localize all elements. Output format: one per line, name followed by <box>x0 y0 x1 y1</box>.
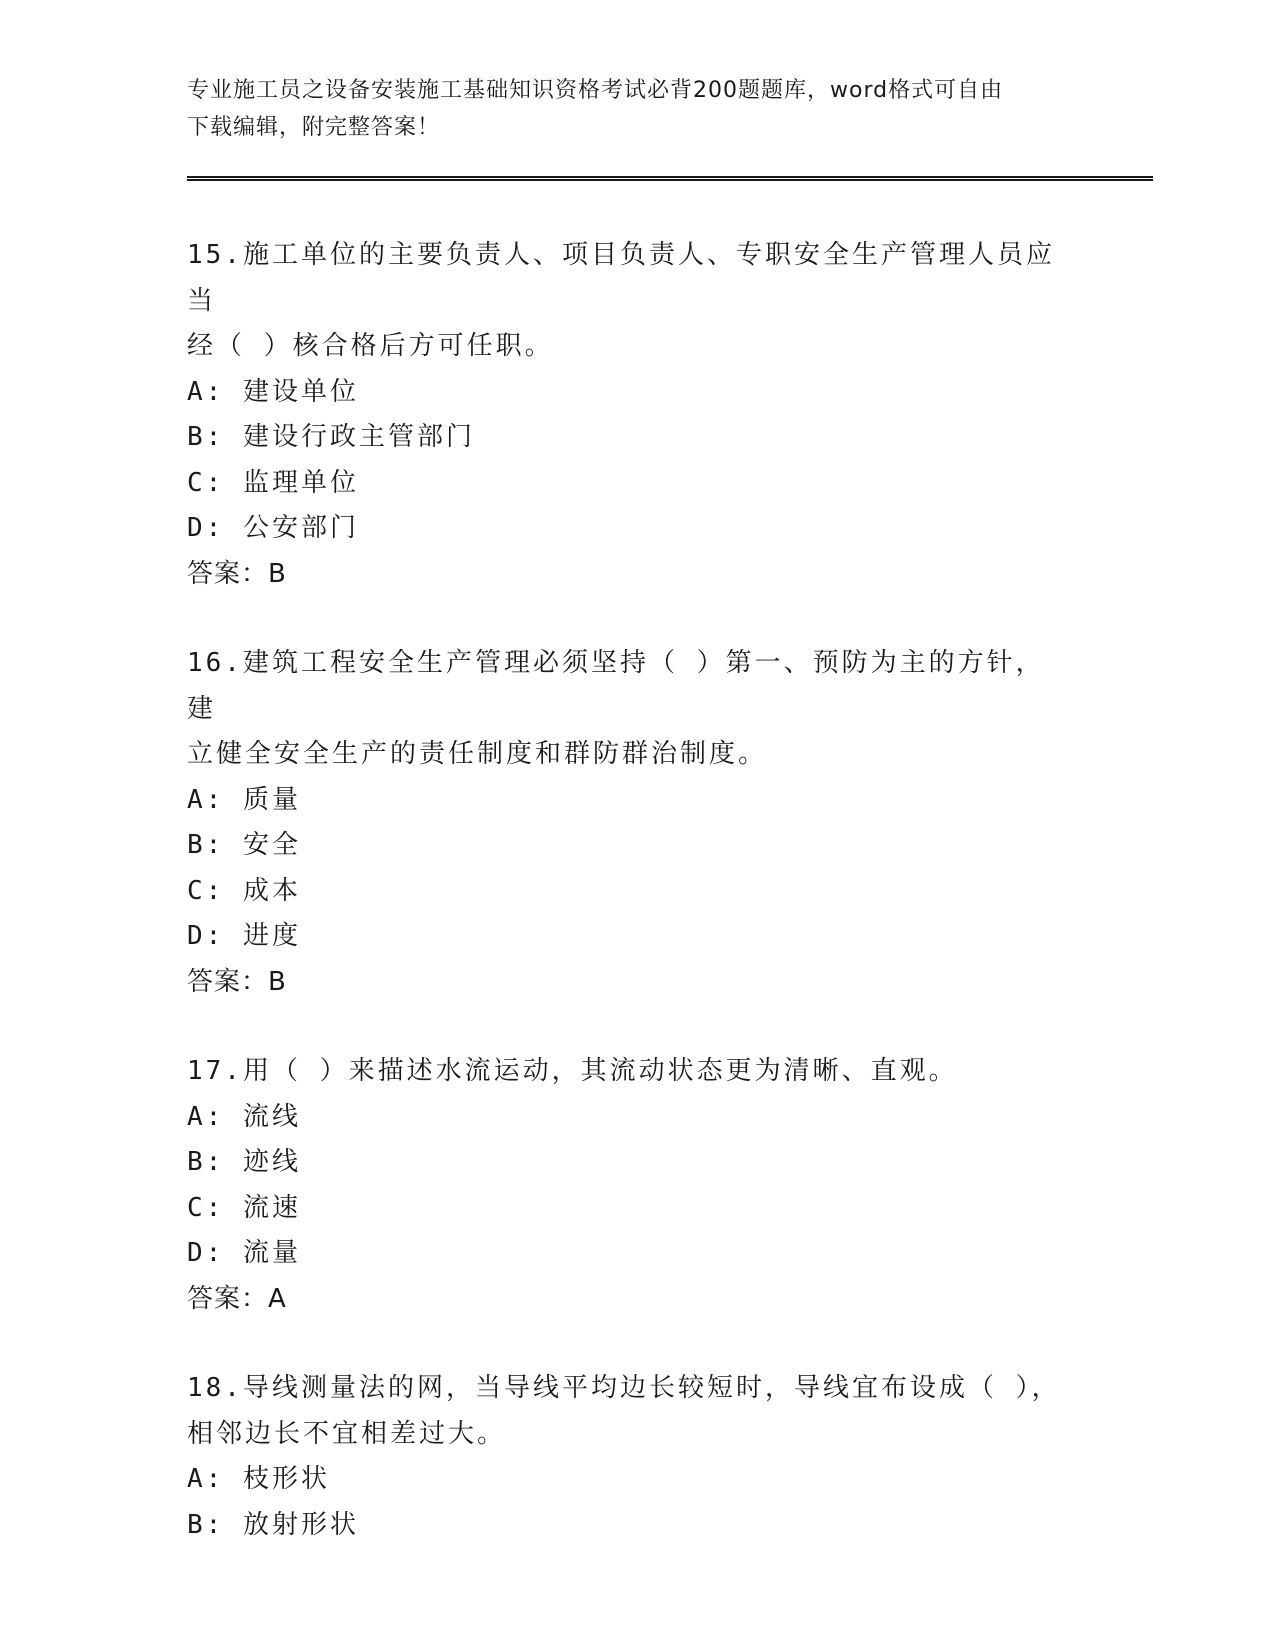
header-line-2: 下载编辑，附完整答案！ <box>187 115 441 140</box>
question-17 <box>187 1049 1067 1322</box>
question-text-line: 17.用（ ）来描述水流运动，其流动状态更为清晰、直观。 <box>187 1056 958 1086</box>
question-15 <box>187 233 1067 597</box>
header-line-1: 专业施工员之设备安装施工基础知识资格考试必背200题题库，word格式可自由 <box>187 78 1004 103</box>
answer: 答案：B <box>187 966 287 997</box>
option-c: C: 监理单位 <box>187 467 359 498</box>
option-b: B: 迹线 <box>187 1147 301 1177</box>
option-d: D: 进度 <box>187 921 301 951</box>
option-a: A: 质量 <box>187 784 301 815</box>
answer: 答案：A <box>187 1283 287 1314</box>
answer: 答案：B <box>187 558 287 589</box>
option-a: A: 枝形状 <box>187 1464 330 1494</box>
question-text-line: 相邻边长不宜相差过大。 <box>187 1418 507 1449</box>
option-c: C: 流速 <box>187 1192 301 1223</box>
option-a: A: 流线 <box>187 1101 301 1132</box>
option-d: D: 流量 <box>187 1238 301 1268</box>
question-text-line: 立健全安全生产的责任制度和群防群治制度。 <box>187 739 768 769</box>
document-header <box>187 72 1067 146</box>
question-18 <box>187 1366 1067 1548</box>
option-c: C: 成本 <box>187 875 301 906</box>
question-16 <box>187 641 1067 1005</box>
question-text-line: 18.导线测量法的网，当导线平均边长较短时，导线宜布设成（ ）， <box>187 1373 1061 1403</box>
question-text-line: 15.施工单位的主要负责人、项目负责人、专职安全生产管理人员应当 <box>187 240 1055 316</box>
option-a: A: 建设单位 <box>187 376 359 407</box>
option-d: D: 公安部门 <box>187 513 359 543</box>
option-b: B: 安全 <box>187 830 301 860</box>
question-text-line: 16.建筑工程安全生产管理必须坚持（ ）第一、预防为主的方针，建 <box>187 648 1045 724</box>
header-divider <box>187 176 1153 181</box>
option-b: B: 建设行政主管部门 <box>187 422 475 452</box>
question-text-line: 经（ ）核合格后方可任职。 <box>187 331 554 361</box>
option-b: B: 放射形状 <box>187 1509 359 1540</box>
question-list <box>187 233 1067 1592</box>
